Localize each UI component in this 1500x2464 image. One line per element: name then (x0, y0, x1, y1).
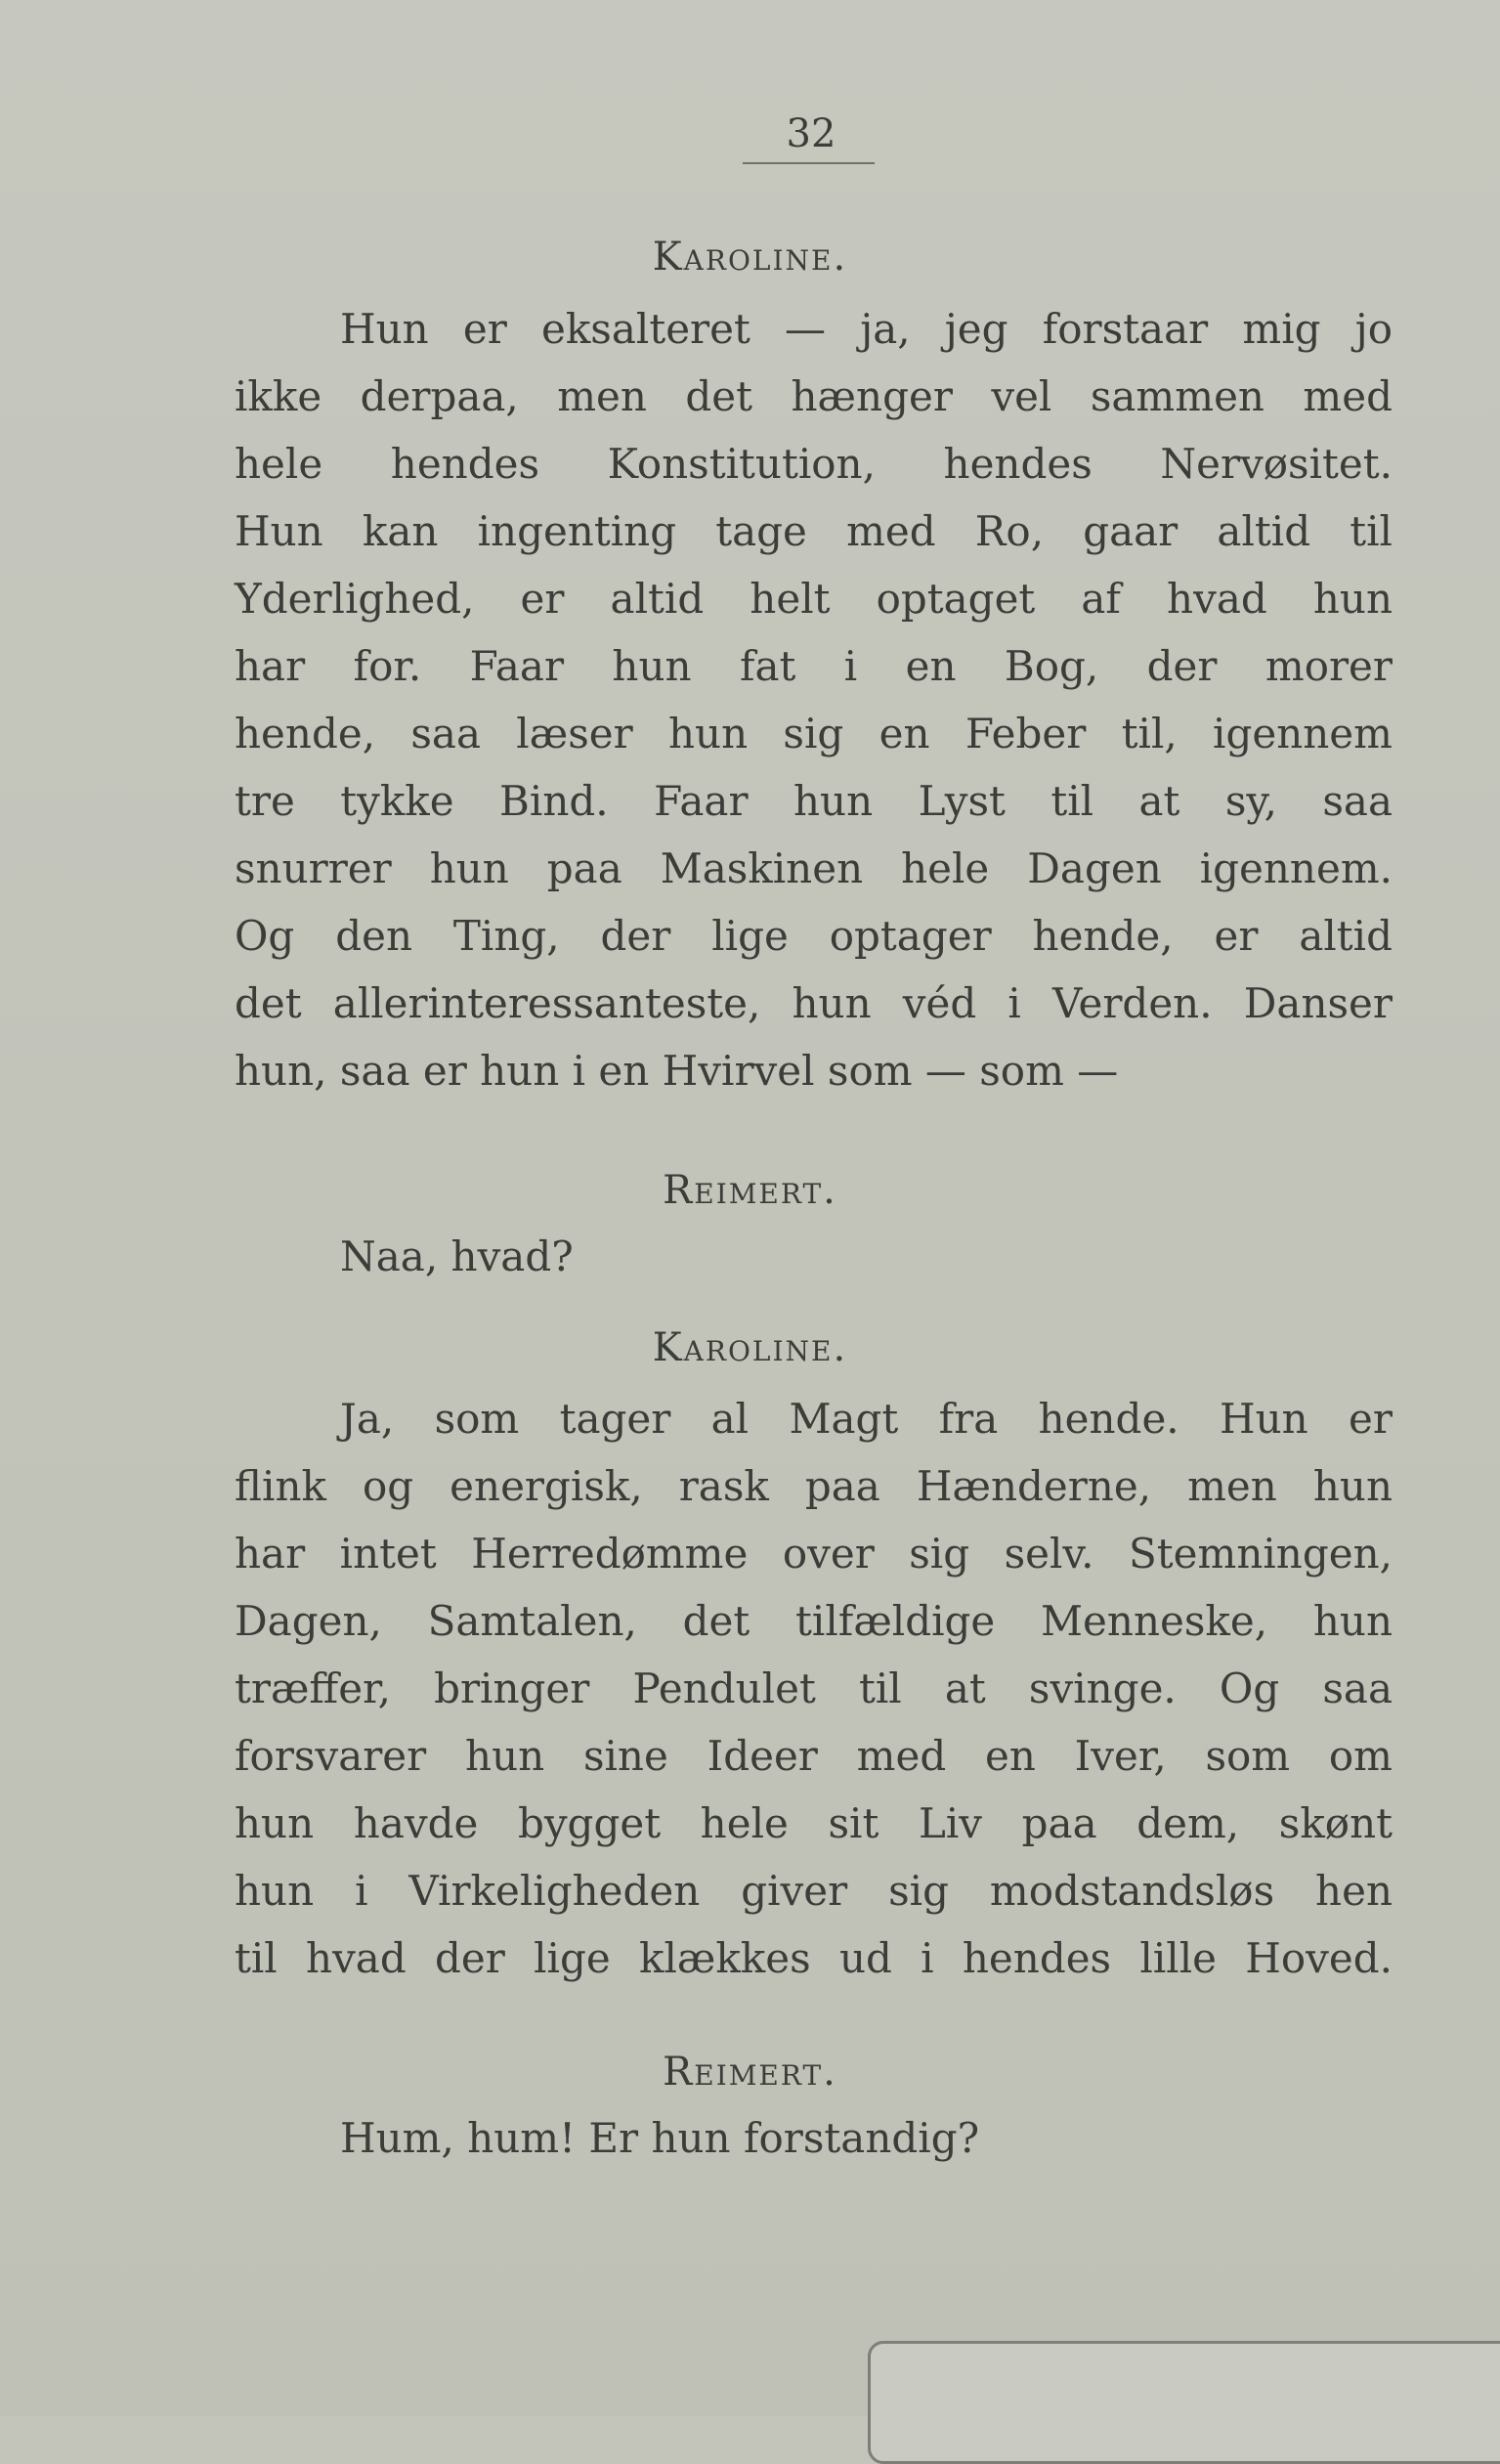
page-number: 32 (786, 111, 836, 156)
text-line: Yderlighed, er altid helt optaget af hvad hun (235, 575, 1393, 623)
text-line: har intet Herredømme over sig selv. Stemningen, (235, 1530, 1393, 1578)
text-line: forsvarer hun sine Ideer med en Iver, som om (235, 1732, 1393, 1780)
text-line: tre tykke Bind. Faar hun Lyst til at sy, saa (235, 777, 1393, 825)
text-line: Naa, hvad? (340, 1232, 574, 1280)
text-line: træffer, bringer Pendulet til at svinge. Og saa (235, 1664, 1393, 1712)
text-line: det allerinteressanteste, hun véd i Verden. Danser (235, 979, 1393, 1027)
page-number-rule (743, 162, 875, 164)
speaker-name: Karoline. (652, 1325, 848, 1370)
text-line: flink og energisk, rask paa Hænderne, men hun (235, 1462, 1393, 1510)
text-line: Ja, som tager al Magt fra hende. Hun er (340, 1395, 1393, 1443)
text-line: Hun er eksalteret — ja, jeg forstaar mig jo (340, 305, 1393, 353)
text-line: Dagen, Samtalen, det tilfældige Menneske, hun (235, 1597, 1393, 1645)
speaker-name: Karoline. (652, 235, 848, 280)
page-corner-frame (868, 2341, 1500, 2464)
text-line: ikke derpaa, men det hænger vel sammen med (235, 372, 1393, 420)
text-line: Hun kan ingenting tage med Ro, gaar altid til (235, 507, 1393, 555)
speaker-name: Reimert. (663, 2050, 837, 2095)
text-line: snurrer hun paa Maskinen hele Dagen igennem. (235, 844, 1393, 892)
text-line: Og den Ting, der lige optager hende, er altid (235, 912, 1393, 960)
speaker-name: Reimert. (663, 1168, 837, 1213)
text-line: hun havde bygget hele sit Liv paa dem, skønt (235, 1799, 1393, 1847)
text-line: hende, saa læser hun sig en Feber til, igennem (235, 710, 1393, 757)
text-line: til hvad der lige klækkes ud i hendes lille Hoved. (235, 1934, 1393, 1982)
text-line: hun i Virkeligheden giver sig modstandsløs hen (235, 1867, 1393, 1915)
text-line: Hum, hum! Er hun forstandig? (340, 2114, 980, 2162)
text-line: har for. Faar hun fat i en Bog, der morer (235, 642, 1393, 690)
text-line: hun, saa er hun i en Hvirvel som — som — (235, 1047, 1119, 1095)
text-line: hele hendes Konstitution, hendes Nervøsitet. (235, 440, 1393, 488)
